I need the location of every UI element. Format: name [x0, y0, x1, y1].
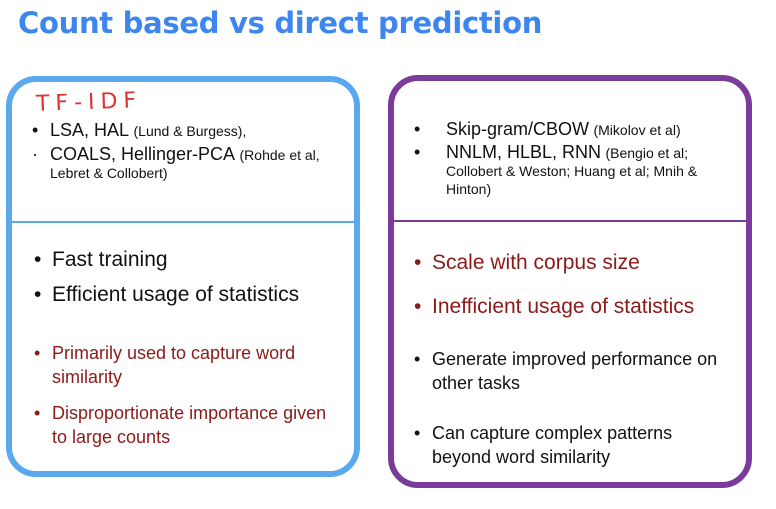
bullet-icon: •	[34, 283, 42, 306]
bullet-icon: •	[34, 403, 41, 423]
list-item: • Primarily used to capture word similarity	[34, 343, 296, 387]
list-item: • Scale with corpus size	[414, 251, 640, 274]
bullet-icon: •	[32, 120, 39, 140]
bullet-icon: ·	[32, 144, 38, 164]
divider	[12, 221, 354, 223]
count-pros-list	[34, 248, 334, 307]
list-item: • Efficient usage of statistics	[34, 283, 300, 306]
bullet-icon: •	[34, 343, 41, 363]
direct-cons-list	[414, 251, 734, 319]
list-item: • Inefficient usage of statistics	[414, 295, 695, 318]
bullet-icon: •	[414, 423, 421, 443]
list-item: • NNLM, HLBL, RNN (Bengio et al; Collobert & Weston; Huang et al; Mnih & Hinton)	[414, 142, 698, 197]
bullet-icon: •	[414, 295, 422, 318]
count-cons-list	[34, 341, 334, 449]
count-methods-list	[32, 120, 332, 183]
list-item: • Can capture complex patterns beyond word similarity	[414, 423, 673, 467]
list-item: • Disproportionate importance given to large counts	[34, 403, 327, 447]
slide-title: Count based vs direct prediction	[18, 6, 543, 40]
list-item: • Skip-gram/CBOW (Mikolov et al)	[414, 119, 681, 139]
list-item: · COALS, Hellinger-PCA (Rohde et al, Lebret & Collobert)	[32, 144, 320, 181]
handwritten-annotation: TF-IDF	[35, 88, 143, 117]
bullet-icon: •	[414, 251, 422, 274]
list-item: • Generate improved performance on other tasks	[414, 349, 718, 393]
bullet-icon: •	[414, 119, 421, 139]
count-based-panel	[6, 76, 360, 477]
bullet-icon: •	[414, 349, 421, 369]
bullet-icon: •	[34, 248, 42, 271]
bullet-icon: •	[414, 142, 421, 162]
list-item: • LSA, HAL (Lund & Burgess),	[32, 120, 247, 140]
list-item: • Fast training	[34, 248, 168, 271]
direct-methods-list	[414, 119, 734, 199]
direct-pros-list	[414, 347, 734, 469]
direct-prediction-panel	[388, 75, 752, 488]
divider	[394, 220, 746, 222]
